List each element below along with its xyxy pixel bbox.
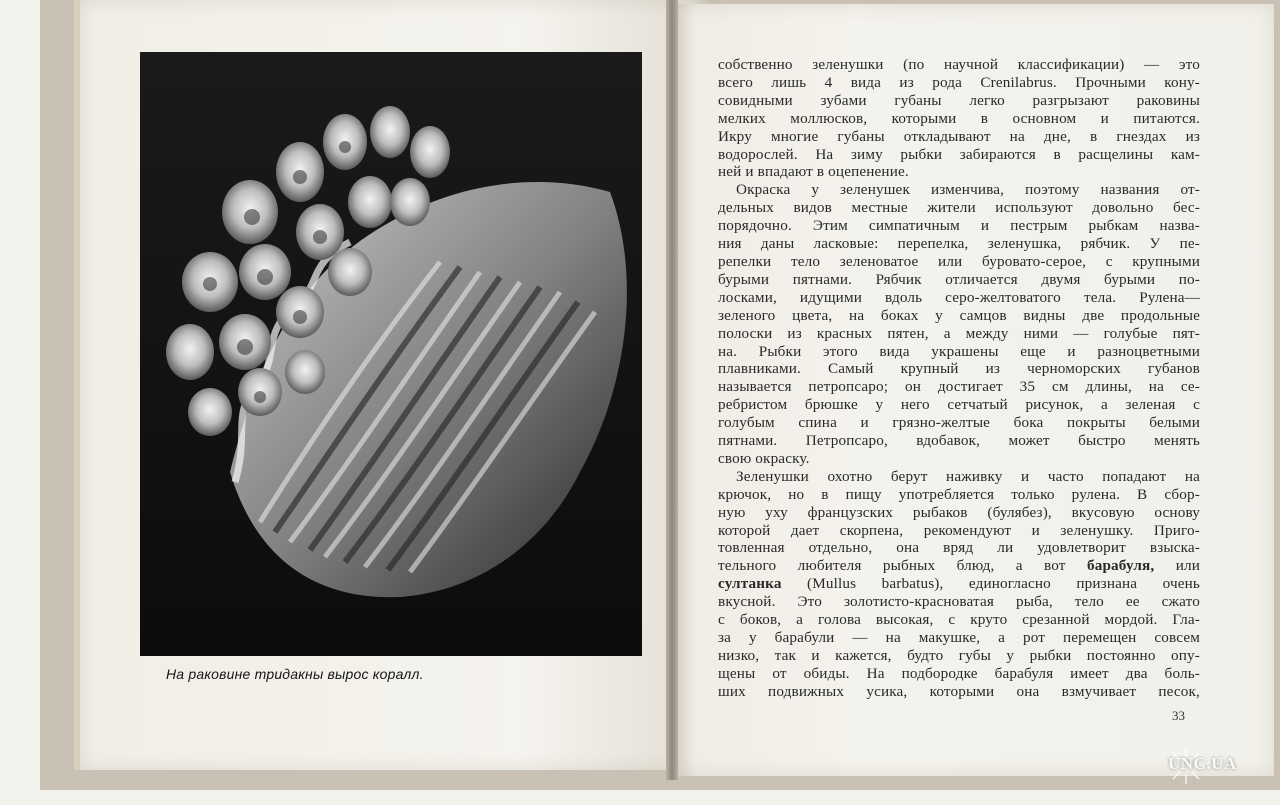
- text-line: лосками, идущими вдоль серо-желтоватого тела. Рулена—: [718, 288, 1200, 306]
- text-line: крючок, но в пищу употребляется только рулена. В сбор-: [718, 485, 1200, 503]
- text-line: собственно зеленушки (по научной классификации) — это: [718, 56, 1200, 73]
- text-line: ших подвижных усика, которыми она взмучивает песок,: [718, 682, 1200, 700]
- text-line: репелки тело зеленоватое или буровато-серое, с крупными: [718, 252, 1200, 270]
- text-line: ную уху французских рыбаков (булябез), вкусовую основу: [718, 503, 1200, 521]
- text-line-with-bold: [718, 557, 1200, 575]
- text-line: на. Рыбки этого вида украшены еще и разноцветными: [718, 342, 1200, 360]
- text-line-with-bold: [718, 575, 1200, 593]
- text-line: бурыми пятнами. Рябчик отличается двумя бурыми по-: [718, 270, 1200, 288]
- text-segment: или: [1175, 557, 1200, 575]
- text-line: Икру многие губаны откладывают на дне, в гнездах из: [718, 127, 1200, 145]
- text-line: всего лишь 4 вида из рода Crenilabrus. Прочными кону-: [718, 73, 1200, 91]
- watermark-logo: UNC.UA: [1168, 754, 1237, 773]
- text-line: с боков, а голова высокая, с круто срезанной мордой. Гла-: [718, 611, 1200, 629]
- bold-term-sultanka: султанка: [718, 575, 782, 593]
- text-line: ней и впадают в оцепенение.: [718, 163, 909, 181]
- text-line: которой дает скорпена, рекомендуют и зеленушку. Приго-: [718, 521, 1200, 539]
- text-segment: (Mullus barbatus), единогласно признана очень: [807, 575, 1200, 593]
- text-line: дельных видов местные жители используют довольно бес-: [718, 199, 1200, 217]
- coral-on-tridacna-photo: [140, 52, 642, 656]
- text-line: ния даны ласковые: перепелка, зеленушка, рябчик. У пе-: [718, 235, 1200, 253]
- text-line: полоски из красных пятен, а между ними — голубые пят-: [718, 324, 1200, 342]
- text-line: товленная отдельно, она вряд ли удовлетворит взыска-: [718, 539, 1200, 557]
- text-line: водорослей. На зиму рыбки забираются в расщелины кам-: [718, 145, 1200, 163]
- text-line: за у барабули — на макушке, а рот перемещен совсем: [718, 629, 1200, 646]
- text-line: низко, так и кажется, будто губы у рыбки постоянно опу-: [718, 646, 1200, 664]
- text-line: свою окраску.: [718, 449, 810, 467]
- bold-term-barabulya: барабуля,: [1086, 557, 1155, 575]
- text-line: вкусной. Это золотисто-красноватая рыба, тело ее сжато: [718, 593, 1200, 611]
- book-spine: [666, 0, 678, 780]
- text-line: щены от обиды. На подбородке барабуля имеет два боль-: [718, 664, 1200, 682]
- text-line: ребристом брюшке у него сетчатый рисунок, а зеленая с: [718, 396, 1200, 414]
- body-text: [718, 56, 1200, 701]
- text-line: порядочно. Этим симпатичным и пестрым рыбкам назва-: [718, 217, 1200, 235]
- text-segment: тельного любителя рыбных блюд, а вот: [718, 557, 1066, 575]
- text-line: голубым спина и грязно-желтые бока покрыты белыми: [718, 414, 1200, 432]
- text-line: мелких моллюсков, которыми в основном и питаются.: [718, 109, 1200, 127]
- text-line: плавниками. Самый крупный из черноморских губанов: [718, 360, 1200, 378]
- text-line: называется петропсаро; он достигает 35 см длины, на се-: [718, 378, 1200, 396]
- page-number: 33: [1172, 708, 1185, 723]
- text-line: Окраска у зеленушек изменчива, поэтому названия от-: [736, 181, 1200, 199]
- text-line: Зеленушки охотно берут наживку и часто попадают на: [736, 467, 1200, 485]
- text-line: совидными зубами губаны легко разгрызают раковины: [718, 91, 1200, 109]
- text-line: зеленого цвета, на боках у самцов видны две продольные: [718, 306, 1200, 324]
- text-line: пятнами. Петропсаро, вдобавок, может быстро менять: [718, 432, 1200, 450]
- photo-caption: На раковине тридакны вырос коралл.: [166, 666, 424, 682]
